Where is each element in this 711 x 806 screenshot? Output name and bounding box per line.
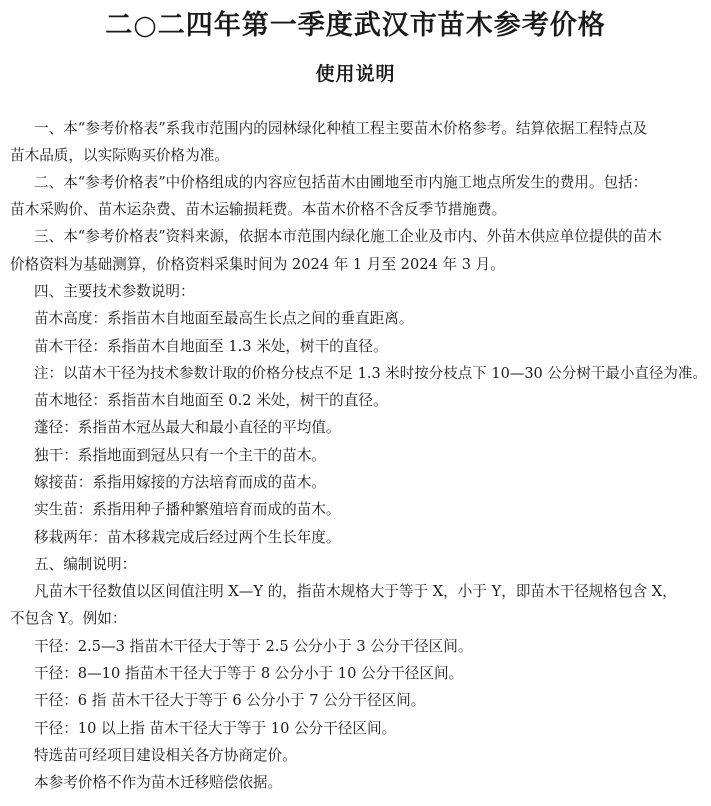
text-line: 干径：10 以上指 苗木干径大于等于 10 公分干径区间。 — [34, 720, 397, 737]
text-line: 注：以苗木干径为技术参数计取的价格分枝点不足 1.3 米时按分枝点下 10—30 公分树干最小直径为准。 — [34, 366, 707, 382]
text-line: 四、主要技术参数说明： — [34, 283, 195, 300]
text-line: 苗木高度：系指苗木自地面至最高生长点之间的垂直距离。 — [34, 310, 414, 327]
text-line: 二、本“参考价格表”中价格组成的内容应包括苗木由圃地至市内施工地点所发生的费用。包括： — [34, 174, 648, 191]
text-line: 不包含 Y。例如： — [10, 610, 127, 627]
text-line: 凡苗木干径数值以区间值注明 X—Y 的，指苗木规格大于等于 X，小于 Y，即苗木干径规格包含 X， — [34, 583, 677, 600]
section-heading: 使用说明 — [315, 63, 396, 85]
text-line: 本参考价格不作为苗木迁移赔偿依据。 — [34, 774, 283, 791]
text-line: 嫁接苗：系指用嫁接的方法培育而成的苗木。 — [34, 474, 326, 491]
text-line: 一、本“参考价格表”系我市范围内的园林绿化种植工程主要苗木价格参考。结算依据工程特点及 — [34, 120, 648, 137]
text-line: 三、本“参考价格表”资料来源，依据本市范围内绿化施工企业及市内、外苗木供应单位提供的苗木 — [34, 228, 662, 245]
text-line: 蓬径：系指苗木冠丛最大和最小直径的平均值。 — [34, 419, 341, 436]
text-line: 实生苗：系指用种子播种繁殖培育而成的苗木。 — [34, 501, 341, 518]
text-line: 干径：8—10 指苗木干径大于等于 8 公分小于 10 公分干径区间。 — [34, 665, 464, 682]
text-line: 苗木地径：系指苗木自地面至 0.2 米处，树干的直径。 — [34, 392, 388, 409]
text-line: 独干：系指地面到冠丛只有一个主干的苗木。 — [34, 447, 326, 464]
document-title: 二○二四年第一季度武汉市苗木参考价格 — [105, 10, 606, 41]
text-line: 干径：6 指 苗木干径大于等于 6 公分小于 7 公分干径区间。 — [34, 692, 426, 709]
text-line: 苗木干径：系指苗木自地面至 1.3 米处，树干的直径。 — [34, 338, 388, 355]
text-line: 干径：2.5—3 指苗木干径大于等于 2.5 公分小于 3 公分干径区间。 — [34, 638, 473, 655]
text-line: 苗木品质，以实际购买价格为准。 — [10, 147, 229, 164]
text-line: 特选苗可经项目建设相关各方协商定价。 — [34, 747, 297, 764]
text-line: 五、编制说明： — [34, 556, 137, 573]
text-line: 苗木采购价、苗木运杂费、苗木运输损耗费。本苗木价格不含反季节措施费。 — [10, 201, 507, 218]
text-line: 移栽两年：苗木移栽完成后经过两个生长年度。 — [34, 529, 341, 546]
text-line: 价格资料为基础测算，价格资料采集时间为 2024 年 1 月至 2024 年 3 月。 — [10, 256, 505, 273]
